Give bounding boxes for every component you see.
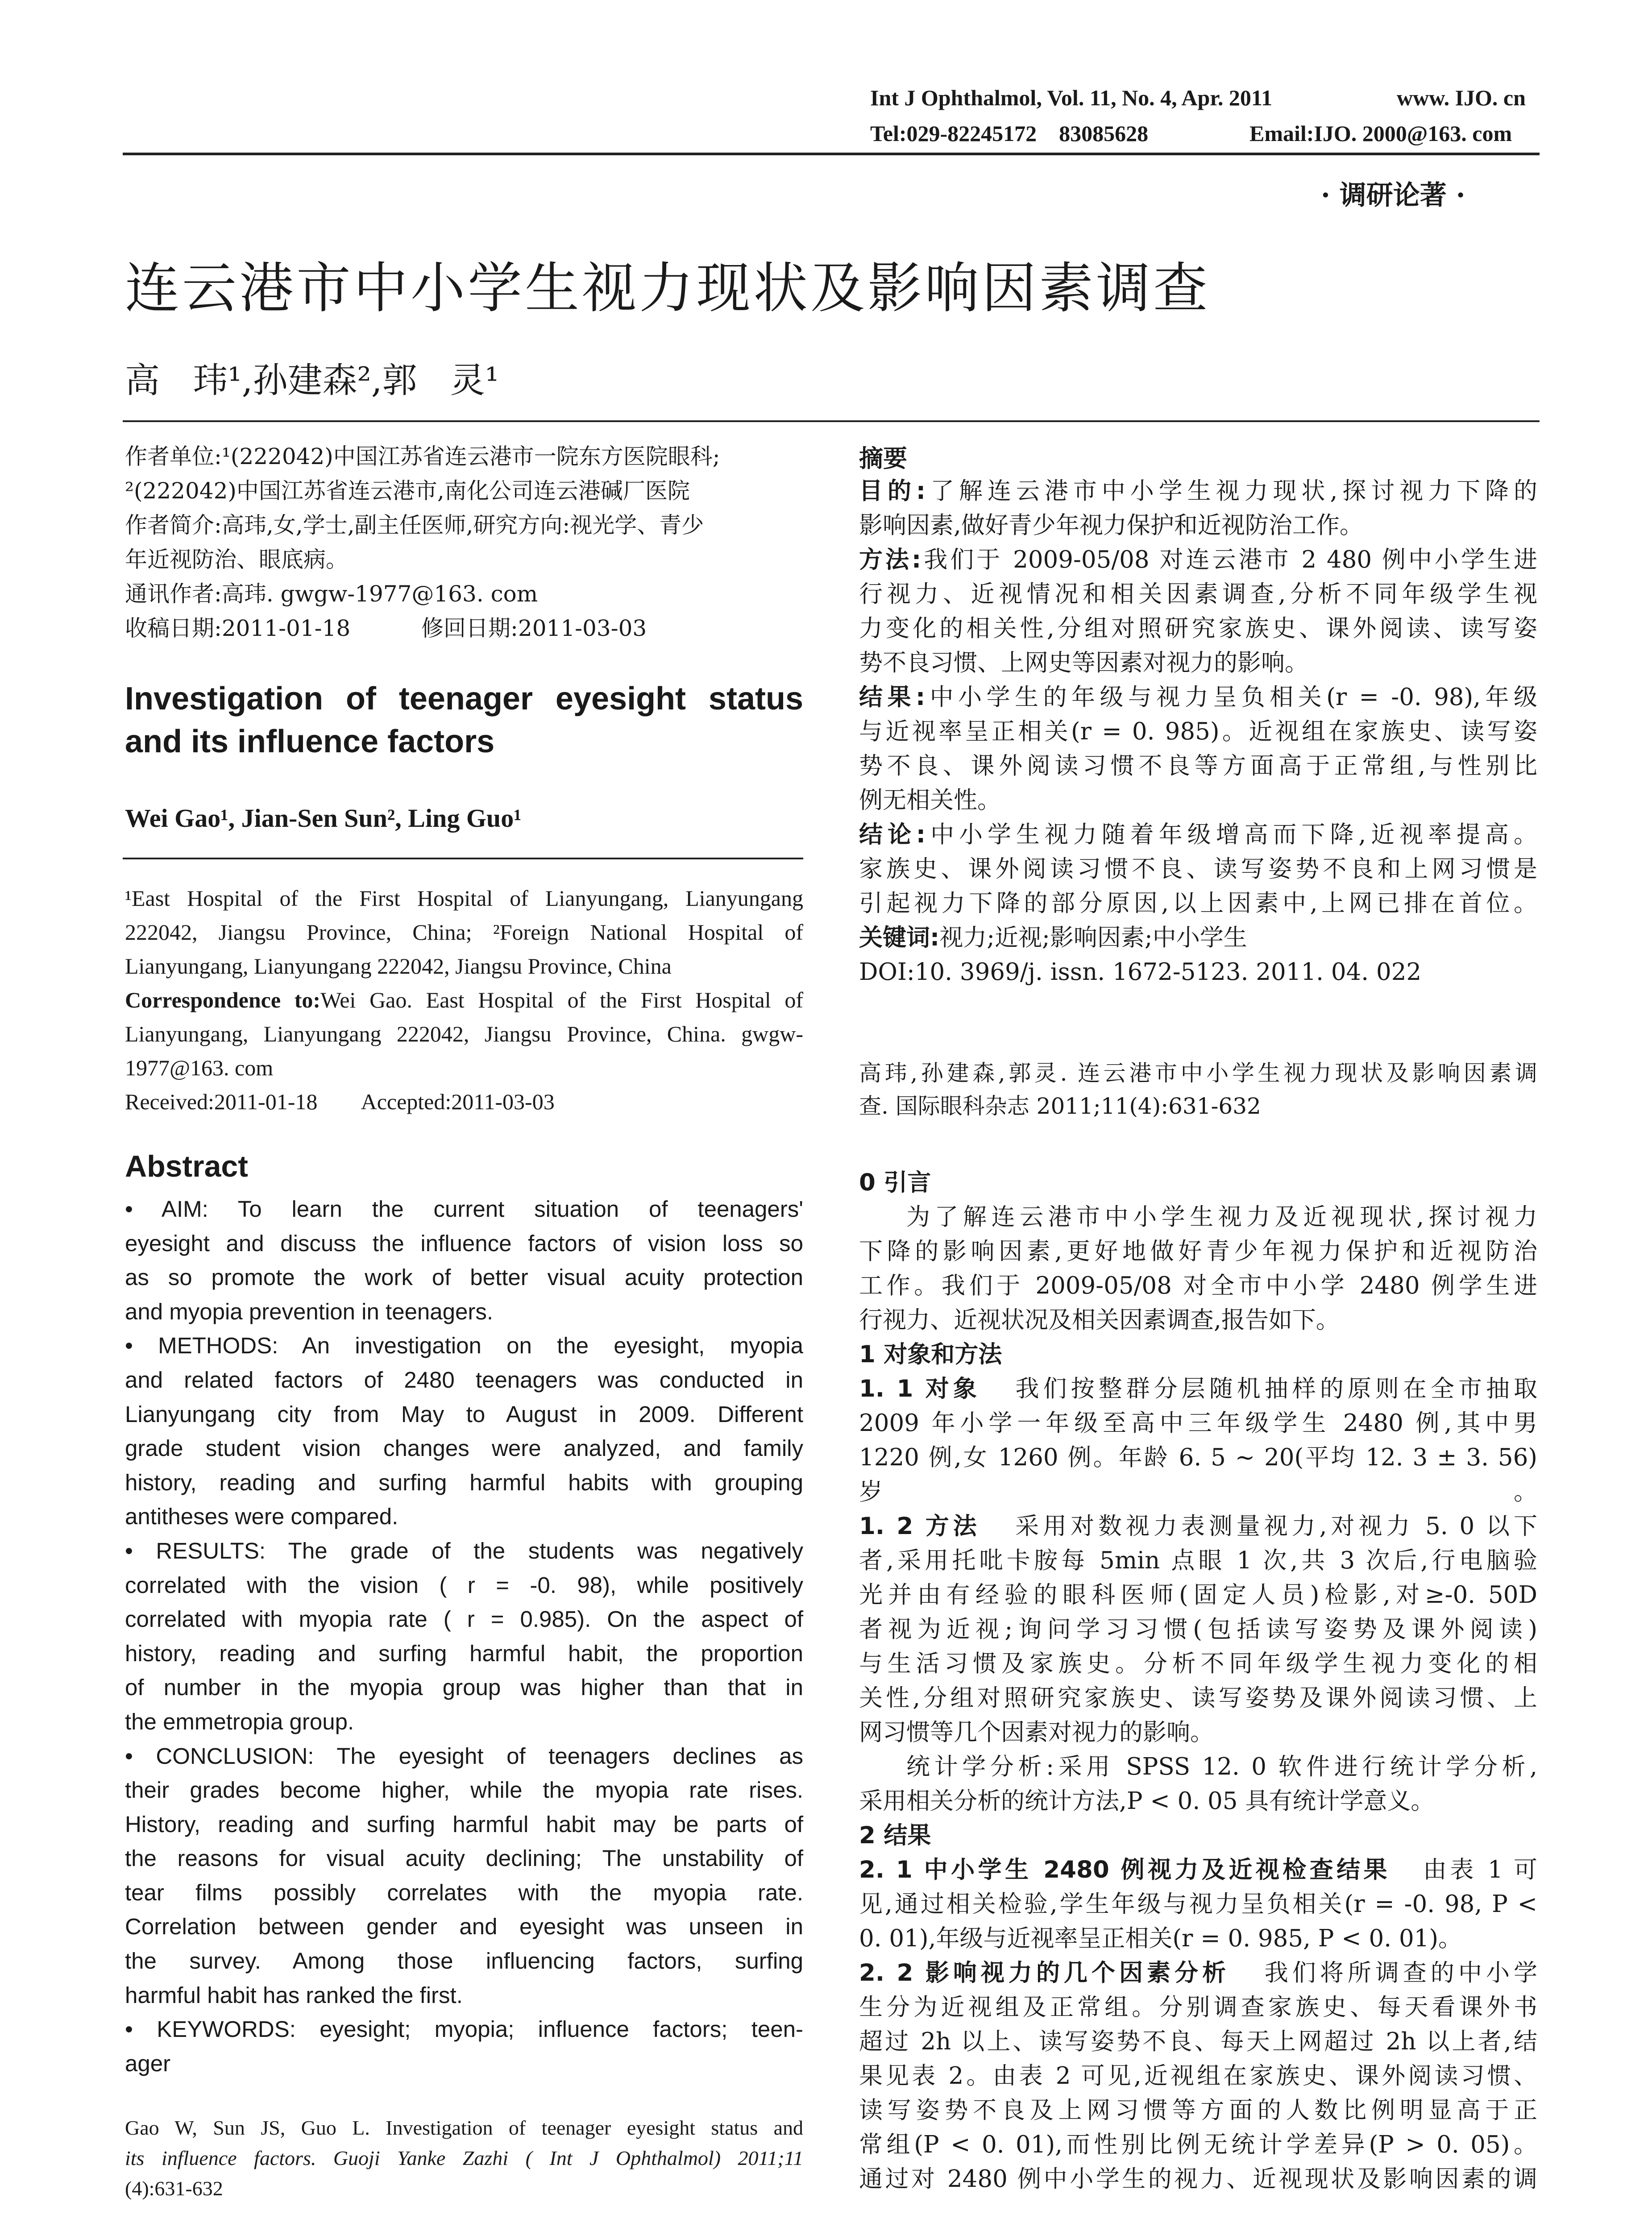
body-line: 行视力、近视状况及相关因素调查,报告如下。: [859, 1306, 1340, 1334]
journal-citation: Int J Ophthalmol, Vol. 11, No. 4, Apr. 2011: [870, 85, 1273, 110]
section-heading: 2 结果: [859, 1822, 931, 1849]
abstract-cn-line: 关键词:视力;近视;影响因素;中小学生: [859, 924, 1247, 951]
body-line: 者视为近视;询问学习习惯(包括读写姿势及课外阅读): [859, 1616, 1537, 1643]
citation-line: (4):631-632: [125, 2177, 223, 2200]
abstract-cn-line: 目的:了解连云港市中小学生视力现状,探讨视力下降的: [859, 477, 1537, 505]
abstract-line: the reasons for visual acuity declining; The unstability of: [125, 1845, 803, 1871]
abstract-line: • KEYWORDS: eyesight; myopia; influence factors; teen-: [125, 2016, 803, 2042]
correspondence-line: 1977@163. com: [125, 1055, 274, 1080]
abstract-line: • AIM: To learn the current situation of teenagers': [125, 1196, 803, 1222]
abstract-cn-line: 行视力、近视情况和相关因素调查,分析不同年级学生视: [859, 581, 1537, 608]
english-title-line: Investigation of teenager eyesight status: [125, 681, 803, 717]
bold-label: 方法:: [859, 546, 921, 573]
bold-label: 2. 2 影响视力的几个因素分析: [859, 1959, 1230, 1986]
info-line: 作者简介:高玮,女,学士,副主任医师,研究方向:视光学、青少: [125, 512, 704, 538]
authors-en: Wei Gao¹, Jian-Sen Sun², Ling Guo¹: [125, 804, 522, 833]
abstract-line: • METHODS: An investigation on the eyesight, myopia: [125, 1333, 803, 1359]
authors-cn: 高 玮¹,孙建森²,郭 灵¹: [125, 361, 499, 401]
abstract-line: of number in the myopia group was higher than that in: [125, 1675, 803, 1700]
bold-label: 1. 1 对象: [859, 1375, 981, 1402]
correspondence-line: [125, 983, 803, 1017]
info-line: 收稿日期:2011-01-18 修回日期:2011-03-03: [125, 615, 647, 641]
english-title-line: and its influence factors: [125, 724, 495, 759]
body-line: 通过对 2480 例中小学生的视力、近视现状及影响因素的调: [859, 2165, 1537, 2193]
abstract-line: correlated with myopia rate ( r = 0.985). On the aspect of: [125, 1606, 803, 1632]
abstract-cn-line: 引起视力下降的部分原因,以上因素中,上网已排在首位。: [859, 890, 1537, 917]
title-rule: [123, 420, 1540, 422]
abstract-line: • CONCLUSION: The eyesight of teenagers declines as: [125, 1743, 803, 1769]
bold-label: 结果:: [859, 684, 926, 711]
journal-email: Email:IJO. 2000@163. com: [1249, 121, 1512, 146]
abstract-line: correlated with the vision ( r = -0. 98), while positively: [125, 1572, 803, 1598]
body-line: 果见表 2。由表 2 可见,近视组在家族史、课外阅读习惯、: [859, 2062, 1537, 2090]
body-line: 1. 2 方法 采用对数视力表测量视力,对视力 5. 0 以下: [859, 1513, 1537, 1540]
body-line: 者,采用托吡卡胺每 5min 点眼 1 次,共 3 次后,行电脑验: [859, 1547, 1537, 1574]
abstract-cn-line: 力变化的相关性,分组对照研究家族史、课外阅读、读写姿: [859, 615, 1537, 642]
abstract-cn-line: 方法:我们于 2009-05/08 对连云港市 2 480 例中小学生进: [859, 546, 1537, 573]
affiliation-line: 222042, Jiangsu Province, China; ²Foreign National Hospital of: [125, 920, 803, 945]
body-line: 1220 例,女 1260 例。年龄 6. 5 ~ 20(平均 12. 3 ± 3. 56)岁。: [859, 1444, 1537, 1505]
affiliations-en: [125, 881, 803, 1119]
body-line: 光并由有经验的眼科医师(固定人员)检影,对≥-0. 50D: [859, 1581, 1537, 1609]
body-line: 0. 01),年级与近视率呈正相关(r = 0. 985, P < 0. 01)。: [859, 1925, 1462, 1952]
english-title: [125, 677, 803, 763]
body-line: 生分为近视组及正常组。分别调查家族史、每天看课外书: [859, 1994, 1537, 2021]
abstract-cn-line: 与近视率呈正相关(r = 0. 985)。近视组在家族史、读写姿: [859, 718, 1537, 745]
body-line: 与生活习惯及家族史。分析不同年级学生视力变化的相: [859, 1650, 1537, 1677]
abstract-line: and myopia prevention in teenagers.: [125, 1298, 494, 1324]
body-line: 统计学分析:采用 SPSS 12. 0 软件进行统计学分析,: [906, 1753, 1537, 1780]
body-line: 2. 1 中小学生 2480 例视力及近视检查结果 由表 1 可: [859, 1856, 1537, 1883]
received-line: Received:2011-01-18 Accepted:2011-03-03: [125, 1089, 555, 1114]
body-line: 超过 2h 以上、读写姿势不良、每天上网超过 2h 以上者,结: [859, 2028, 1537, 2055]
abstract-line: History, reading and surfing harmful habit may be parts of: [125, 1811, 803, 1837]
abstract-line: eyesight and discuss the influence factors of vision loss so: [125, 1230, 803, 1256]
abstract-line: • RESULTS: The grade of the students was negatively: [125, 1538, 803, 1563]
journal-website: www. IJO. cn: [1397, 85, 1526, 110]
abstract-cn-line: 例无相关性。: [859, 787, 1001, 814]
citation-cn: [859, 1057, 1537, 1123]
body-line: 2. 2 影响视力的几个因素分析 我们将所调查的中小学: [859, 1959, 1537, 1986]
authors-rule: [123, 858, 803, 859]
bold-label: 1. 2 方法: [859, 1513, 981, 1540]
abstract-line: antitheses were compared.: [125, 1504, 398, 1530]
abstract-cn-line: 结论:中小学生视力随着年级增高而下降,近视率提高。: [859, 821, 1537, 848]
body-line: 工作。我们于 2009-05/08 对全市中小学 2480 例学生进: [859, 1272, 1537, 1299]
bold-label: 目的:: [859, 477, 926, 505]
abstract-cn-line: 势不良习惯、上网史等因素对视力的影响。: [859, 649, 1308, 676]
abstract-line: Lianyungang city from May to August in 2009. Different: [125, 1401, 803, 1427]
abstract-cn-line: 影响因素,做好青少年视力保护和近视防治工作。: [859, 512, 1363, 539]
info-line: 通讯作者:高玮. gwgw-1977@163. com: [125, 581, 538, 607]
correspondence-line: Lianyungang, Lianyungang 222042, Jiangsu Province, China. gwgw-: [125, 1021, 803, 1046]
body-line: 常组(P < 0. 01),而性别比例无统计学差异(P > 0. 05)。: [859, 2131, 1537, 2158]
body-line: 2009 年小学一年级至高中三年级学生 2480 例,其中男: [859, 1410, 1537, 1437]
abstract-en: [125, 1192, 803, 2081]
body-cn: [859, 1165, 1537, 2196]
abstract-cn-heading: 摘要: [859, 444, 907, 473]
journal-tel: Tel:029-82245172 83085628: [870, 121, 1149, 146]
abstract-line: the survey. Among those influencing factors, surfing: [125, 1948, 803, 1974]
abstract-line: their grades become higher, while the myopia rate rises.: [125, 1777, 803, 1803]
info-line: ²(222042)中国江苏省连云港市,南化公司连云港碱厂医院: [125, 478, 690, 504]
abstract-line: history, reading and surfing harmful habits with grouping: [125, 1469, 803, 1495]
abstract-line: Correlation between gender and eyesight was unseen in: [125, 1914, 803, 1940]
section-heading: 0 引言: [859, 1169, 931, 1196]
bold-label: 关键词:: [859, 924, 940, 951]
correspondence-label: Correspondence to:: [125, 987, 321, 1012]
body-line: 网习惯等几个因素对视力的影响。: [859, 1719, 1214, 1746]
citation-en: [125, 2113, 803, 2204]
abstract-line: ager: [125, 2050, 171, 2076]
body-line: 下降的影响因素,更好地做好青少年视力保护和近视防治: [859, 1238, 1537, 1265]
abstract-line: and related factors of 2480 teenagers was conducted in: [125, 1367, 803, 1393]
body-line: 见,通过相关检验,学生年级与视力呈负相关(r = -0. 98, P <: [859, 1891, 1537, 1918]
abstract-line: as so promote the work of better visual acuity protection: [125, 1265, 803, 1290]
section-tag: · 调研论著 ·: [1321, 180, 1465, 211]
author-info-cn: [125, 440, 803, 646]
citation-cn-line: 高玮,孙建森,郭灵. 连云港市中小学生视力现状及影响因素调: [859, 1060, 1537, 1086]
citation-line: its influence factors. Guoji Yanke Zazhi ( Int J Ophthalmol) 2011;11: [125, 2147, 803, 2169]
citation-line: Gao W, Sun JS, Guo L. Investigation of teenager eyesight status and: [125, 2116, 803, 2139]
abstract-line: harmful habit has ranked the first.: [125, 1982, 463, 2008]
abstract-line: grade student vision changes were analyzed, and family: [125, 1435, 803, 1461]
abstract-heading: Abstract: [125, 1149, 248, 1183]
header-rule: [123, 153, 1540, 155]
affiliation-line: ¹East Hospital of the First Hospital of Lianyungang, Lianyungang: [125, 886, 803, 911]
abstract-line: history, reading and surfing harmful habit, the proportion: [125, 1640, 803, 1666]
abstract-line: tear films possibly correlates with the myopia rate.: [125, 1879, 803, 1905]
affiliation-line: Lianyungang, Lianyungang 222042, Jiangsu Province, China: [125, 954, 672, 979]
abstract-cn-line: 结果:中小学生的年级与视力呈负相关(r = -0. 98),年级: [859, 684, 1537, 711]
abstract-line: the emmetropia group.: [125, 1708, 354, 1734]
doi-line: DOI:10. 3969/j. issn. 1672-5123. 2011. 04. 022: [859, 958, 1422, 986]
abstract-cn: [859, 474, 1537, 989]
section-heading: 1 对象和方法: [859, 1341, 1002, 1368]
citation-cn-line: 查. 国际眼科杂志 2011;11(4):631-632: [859, 1093, 1261, 1119]
bold-label: 2. 1 中小学生 2480 例视力及近视检查结果: [859, 1856, 1391, 1883]
info-line: 年近视防治、眼底病。: [125, 547, 348, 572]
body-line: 1. 1 对象 我们按整群分层随机抽样的原则在全市抽取: [859, 1375, 1537, 1402]
abstract-cn-line: 势不良、课外阅读习惯不良等方面高于正常组,与性别比: [859, 752, 1537, 780]
bold-label: 结论:: [859, 821, 926, 848]
abstract-cn-line: 家族史、课外阅读习惯不良、读写姿势不良和上网习惯是: [859, 855, 1537, 883]
correspondence-text: Wei Gao. East Hospital of the First Hospital of: [320, 987, 803, 1012]
body-line: 为了解连云港市中小学生视力及近视现状,探讨视力: [906, 1203, 1537, 1231]
body-line: 采用相关分析的统计方法,P < 0. 05 具有统计学意义。: [859, 1787, 1435, 1815]
body-line: 读写姿势不良及上网习惯等方面的人数比例明显高于正: [859, 2097, 1537, 2124]
page-title: 连云港市中小学生视力现状及影响因素调查: [125, 257, 1210, 320]
info-line: 作者单位:¹(222042)中国江苏省连云港市一院东方医院眼科;: [125, 444, 720, 469]
body-line: 关性,分组对照研究家族史、读写姿势及课外阅读习惯、上: [859, 1684, 1537, 1712]
